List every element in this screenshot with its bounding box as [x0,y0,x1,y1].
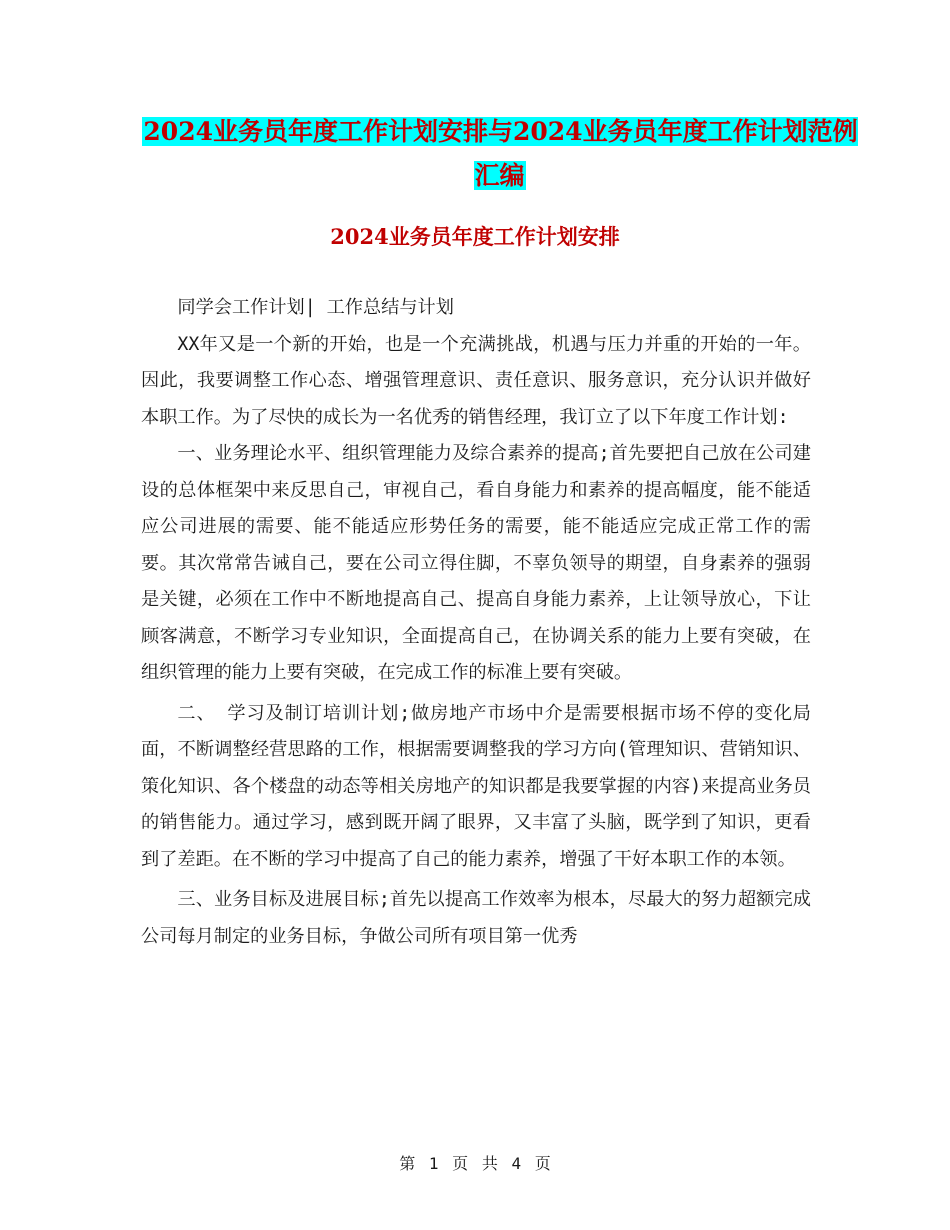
page-footer: 第 1 页 共 4 页 [399,1154,551,1173]
paragraph-4: 二、 学习及制订培训计划;做房地产市场中介是需要根据市场不停的变化局面，不断调整经营思路的工作，根据需要调整我的学习方向(管理知识、营销知识、策化知识、各个楼盘的动态等相关房地产的知识都是我要掌握的内容)来提高业务员的销售能力。通过学习，感到既开阔了眼界，又丰富了头脑，既学到了知识，更看到了差距。在不断的学习中提高了自己的能力素养，增强了干好本职工作的本领。 [141,702,811,870]
paragraph-5: 三、业务目标及进展目标;首先以提高工作效率为根本，尽最大的努力超额完成公司每月制定的业务目标，争做公司所有项目第一优秀 [141,889,811,947]
paragraph-3: 一、业务理论水平、组织管理能力及综合素养的提高;首先要把自己放在公司建设的总体框架中来反思自己，审视自己，看自身能力和素养的提高幅度，能不能适应公司进展的需要、能不能适应形势任务的需要，能不能适应完成正常工作的需要。其次常常告诫自己，要在公司立得住脚，不辜负领导的期望，自身素养的强弱是关键，必须在工作中不断地提高自己、提高自身能力素养，上让领导放心，下让顾客满意，不断学习专业知识，全面提高自己，在协调关系的能力上要有突破，在组织管理的能力上要有突破，在完成工作的标准上要有突破。 [141,443,811,683]
document-body [141,290,811,955]
paragraph-2: XX年又是一个新的开始，也是一个充满挑战，机遇与压力并重的开始的一年。因此，我要调整工作心态、增强管理意识、责任意识、服务意识，充分认识并做好本职工作。为了尽快的成长为一名优秀的销售经理，我订立了以下年度工作计划: [141,333,811,428]
document-title [140,110,860,198]
document-title-text: 2024业务员年度工作计划安排与2024业务员年度工作计划范例汇编 [143,117,858,190]
paragraph-1: 同学会工作计划| 工作总结与计划 [177,297,454,318]
section-title: 2024业务员年度工作计划安排 [330,224,620,249]
